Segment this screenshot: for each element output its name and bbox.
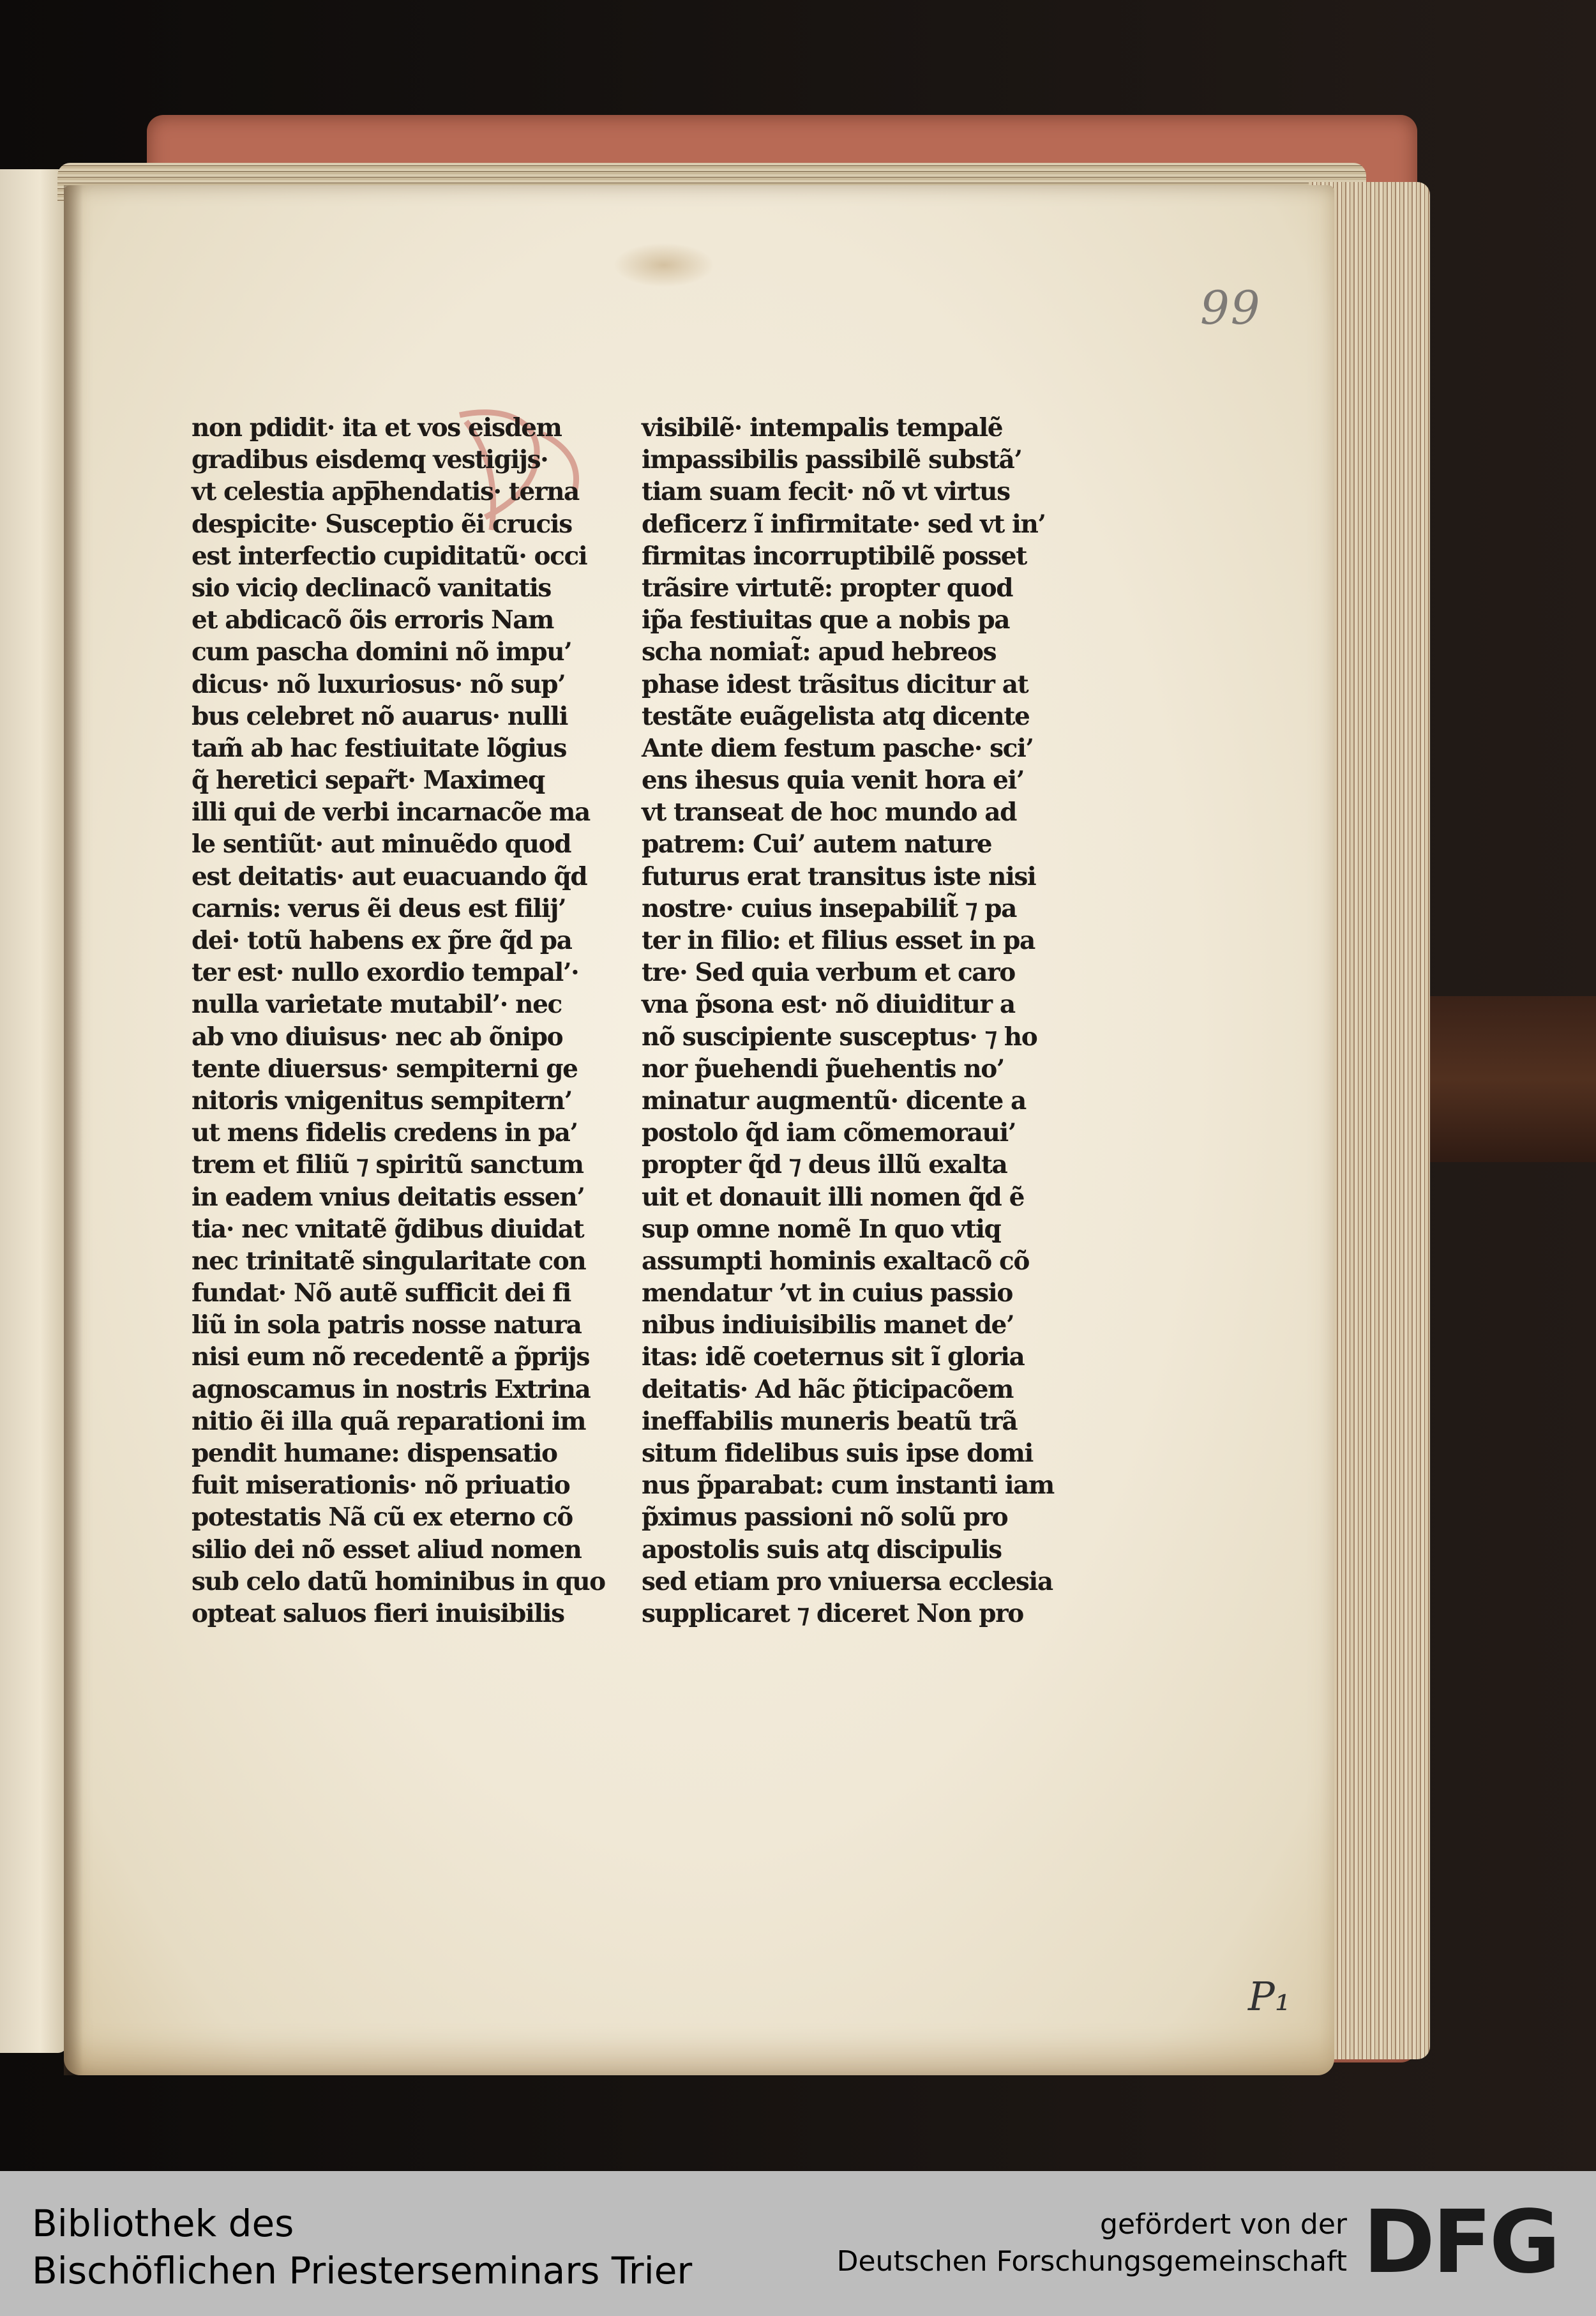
text-line: propter q̃d ⁊ deus illũ exalta [642, 1150, 1007, 1180]
text-line: tente diuersus· sempiterni ge [192, 1054, 578, 1084]
text-line: visibilẽ· intempalis tempalẽ [642, 413, 1003, 443]
page-stain [613, 243, 715, 287]
text-line: le sentiũt· aut minuẽdo quod [192, 829, 571, 859]
text-line: sub celo datũ hominibus in quo [192, 1566, 605, 1596]
text-line: non pdidit· ita et vos eisdem [192, 413, 562, 443]
text-line: dicus· nõ luxuriosus· nõ sup’ [192, 669, 566, 699]
text-line: Ante diem festum pasche· sci’ [642, 733, 1034, 763]
text-line: sed etiam pro vniuersa ecclesia [642, 1566, 1053, 1596]
text-line: ut mens fidelis credens in pa’ [192, 1118, 578, 1148]
text-line: vna p̃sona est· nõ diuiditur a [642, 990, 1015, 1020]
text-line: nõ suscipiente susceptus· ⁊ ho [642, 1022, 1037, 1052]
text-line: mendatur ’vt in cuius passio [642, 1278, 1013, 1308]
text-line: in eadem vnius deitatis essen’ [192, 1182, 585, 1212]
library-name-line-2: Bischöflichen Priesterseminars Trier [32, 2249, 693, 2292]
text-line: ter est· nullo exordio tempal’· [192, 958, 579, 988]
text-line: assumpti hominis exaltacõ cõ [642, 1246, 1029, 1276]
text-line: nitoris vnigenitus sempitern’ [192, 1086, 572, 1116]
text-line: despicite· Susceptio ẽi crucis [192, 509, 572, 539]
dfg-logo-text: DFG [1363, 2203, 1558, 2280]
text-line: illi qui de verbi incarnacõe ma [192, 798, 590, 828]
text-line: sup omne nomẽ In quo vtiq̧ [642, 1214, 1001, 1244]
text-line: cum pascha domini nõ impu’ [192, 637, 572, 667]
text-line: firmitas incorruptibilẽ posset [642, 541, 1027, 571]
text-line: minatur augmentũ· dicente a [642, 1086, 1026, 1116]
text-line: nibus indiuisibilis manet de’ [642, 1310, 1014, 1340]
text-line: uit et donauit illi nomen q̃d ẽ [642, 1182, 1024, 1212]
text-line: dei· totũ habens ex p̃re q̃d pa [192, 926, 572, 955]
text-line: liũ in sola patris nosse natura [192, 1310, 582, 1340]
text-column-left [192, 412, 605, 1630]
text-line: ip̃a festiuitas que a nobis pa [642, 605, 1010, 635]
text-line: silio dei nõ esset aliud nomen [192, 1534, 582, 1564]
text-line: tia· nec vnitatẽ g̃dibus diuidat [192, 1214, 584, 1244]
text-line: itas: idẽ coeternus sit ĩ gloria [642, 1342, 1025, 1372]
text-line: agnoscamus in nostris Extrina [192, 1374, 591, 1404]
text-line: testãte euãgelista atq̧ dicente [642, 701, 1030, 731]
text-line: nostre· cuius insepabilit̃ ⁊ pa [642, 893, 1016, 923]
folio-number: 99 [1200, 281, 1261, 335]
text-line: ter in filio: et filius esset in pa [642, 926, 1035, 955]
text-line: nus p̃parabat: cum instanti iam [642, 1471, 1054, 1501]
text-line: trãsire virtutẽ: propter quod [642, 573, 1013, 603]
text-line: pendit humane: dispensatio [192, 1439, 557, 1468]
dfg-logo [1363, 2203, 1580, 2280]
text-line: nor p̃uehendi p̃uehentis no’ [642, 1054, 1004, 1084]
text-line: nitio ẽi illa quã reparationi im [192, 1406, 586, 1436]
text-line: phase idest trãsitus dicitur at [642, 669, 1028, 699]
text-line: est deitatis· aut euacuando q̃d [192, 861, 587, 891]
text-line: nulla varietate mutabil’· nec [192, 990, 562, 1020]
text-line: trem et filiũ ⁊ spiritũ sanctum [192, 1150, 583, 1180]
library-name-line-1: Bibliothek des [32, 2202, 294, 2245]
text-line: vt transeat de hoc mundo ad [642, 798, 1016, 828]
text-line: sio vicio̧ declinacõ vanitatis [192, 573, 551, 603]
text-line: supplicaret ⁊ diceret Non pro [642, 1598, 1023, 1628]
text-line: impassibilis passibilẽ substã’ [642, 445, 1022, 475]
text-line: bus celebret nõ auarus· nulli [192, 701, 568, 731]
text-line: nisi eum nõ recedentẽ a p̃prijs [192, 1342, 590, 1372]
text-line: nec trinitatẽ singularitate con [192, 1246, 586, 1276]
text-line: ineffabilis muneris beatũ trã [642, 1406, 1018, 1436]
text-line: p̃ximus passioni nõ solũ pro [642, 1502, 1008, 1533]
page-gutter-shadow [64, 185, 83, 2075]
text-line: deitatis· Ad hãc p̃ticipacõem [642, 1374, 1014, 1404]
text-line: est interfectio cupiditatũ· occi [192, 541, 587, 571]
signature-mark: P₁ [1248, 1973, 1291, 2020]
text-line: tre· Sed quia verbum et caro [642, 958, 1015, 988]
facing-page-edge [0, 169, 67, 2053]
text-line: gradibus eisdemq̧ vestigijs· [192, 445, 548, 475]
text-line: deficerz ĩ infirmitate· sed vt in’ [642, 509, 1046, 539]
text-line: apostolis suis atq̧ discipulis [642, 1534, 1002, 1564]
text-line: scha nomiat̃: apud hebreos [642, 637, 997, 667]
text-line: et abdicacõ õis erroris Nam [192, 605, 553, 635]
text-line: fundat· Nõ autẽ sufficit dei fi [192, 1278, 571, 1308]
text-line: tiam suam fecit· nõ vt virtus [642, 477, 1010, 507]
text-line: fuit miserationis· nõ priuatio [192, 1471, 570, 1501]
text-line: carnis: verus ẽi deus est filij’ [192, 893, 566, 923]
text-line: opteat saluos fieri inuisibilis [192, 1598, 564, 1628]
text-line: ab vno diuisus· nec ab õnipo [192, 1022, 563, 1052]
text-line: vt celestia app̅hendatis· terna [192, 477, 579, 507]
funding-credit-line-1: gefördert von der [1100, 2208, 1347, 2241]
text-line: futurus erat transitus iste nisi [642, 861, 1036, 891]
text-line: situm fidelibus suis ipse domi [642, 1439, 1033, 1468]
funding-credit [753, 2206, 1347, 2280]
text-line: tam̃ ab hac festiuitate lõgius [192, 733, 567, 763]
funding-credit-line-2: Deutschen Forschungsgemeinschaft [836, 2245, 1347, 2278]
text-line: ens ihesus quia venit hora ei’ [642, 766, 1025, 796]
text-line: postolo q̃d iam cõmemoraui’ [642, 1118, 1016, 1148]
text-line: potestatis Nã cũ ex eterno cõ [192, 1502, 573, 1533]
text-column-right [642, 412, 1054, 1630]
text-line: patrem: Cui’ autem nature [642, 829, 992, 859]
library-name [32, 2200, 692, 2294]
text-line: q̃ heretici separ̃t· Maximeq̧ [192, 766, 545, 796]
